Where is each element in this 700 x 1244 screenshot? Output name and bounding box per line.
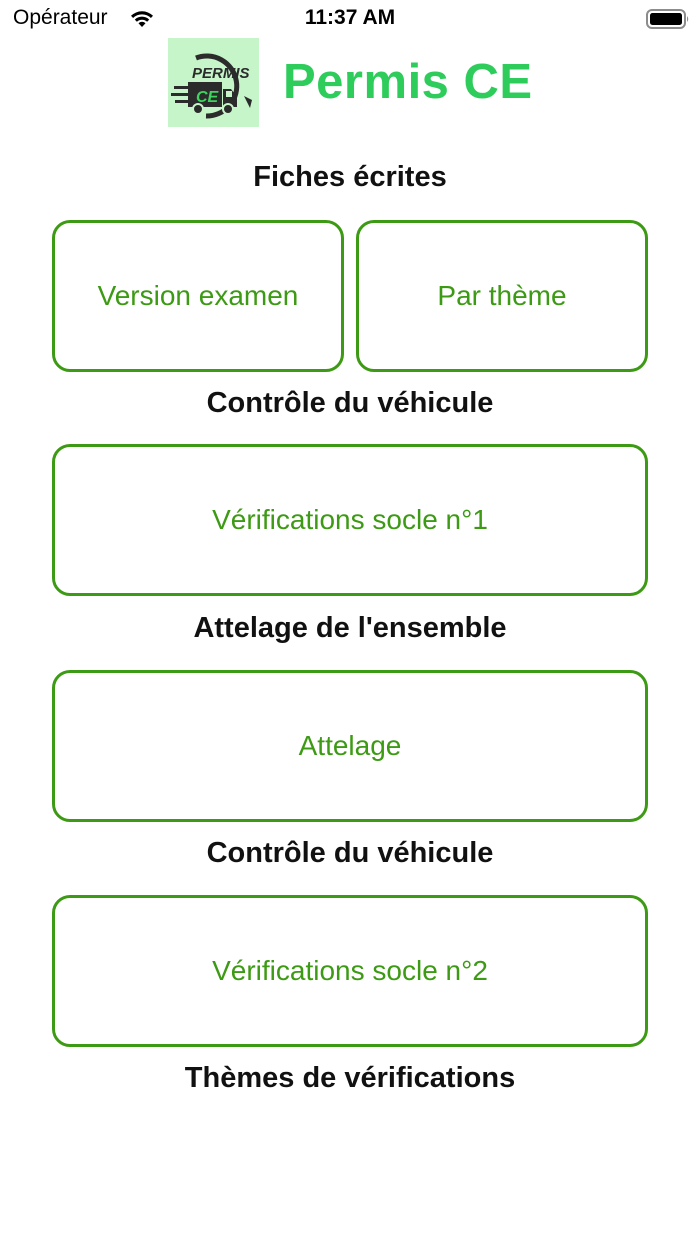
logo-text-top: PERMIS	[192, 65, 250, 82]
app-logo	[168, 38, 259, 127]
section-title-controle-2: Contrôle du véhicule	[206, 837, 494, 869]
truck-logo-icon	[168, 38, 259, 127]
section-title-controle-1: Contrôle du véhicule	[206, 387, 494, 419]
app-title: Permis CE	[283, 55, 533, 109]
attelage-button[interactable]: Attelage	[52, 670, 648, 822]
verifications-socle-2-button[interactable]: Vérifications socle n°2	[52, 895, 648, 1047]
par-theme-button[interactable]: Par thème	[356, 220, 648, 372]
section-title-fiches: Fiches écrites	[253, 161, 447, 193]
battery-icon	[646, 9, 690, 29]
logo-text-bottom: CE	[196, 89, 219, 106]
app-header	[0, 38, 700, 128]
section-title-themes: Thèmes de vérifications	[184, 1062, 516, 1094]
section-title-attelage: Attelage de l'ensemble	[193, 612, 507, 644]
version-examen-button[interactable]: Version examen	[52, 220, 344, 372]
status-bar	[0, 0, 700, 38]
carrier-label: Opérateur	[13, 6, 108, 29]
verifications-socle-1-button[interactable]: Vérifications socle n°1	[52, 444, 648, 596]
clock: 11:37 AM	[304, 6, 396, 29]
